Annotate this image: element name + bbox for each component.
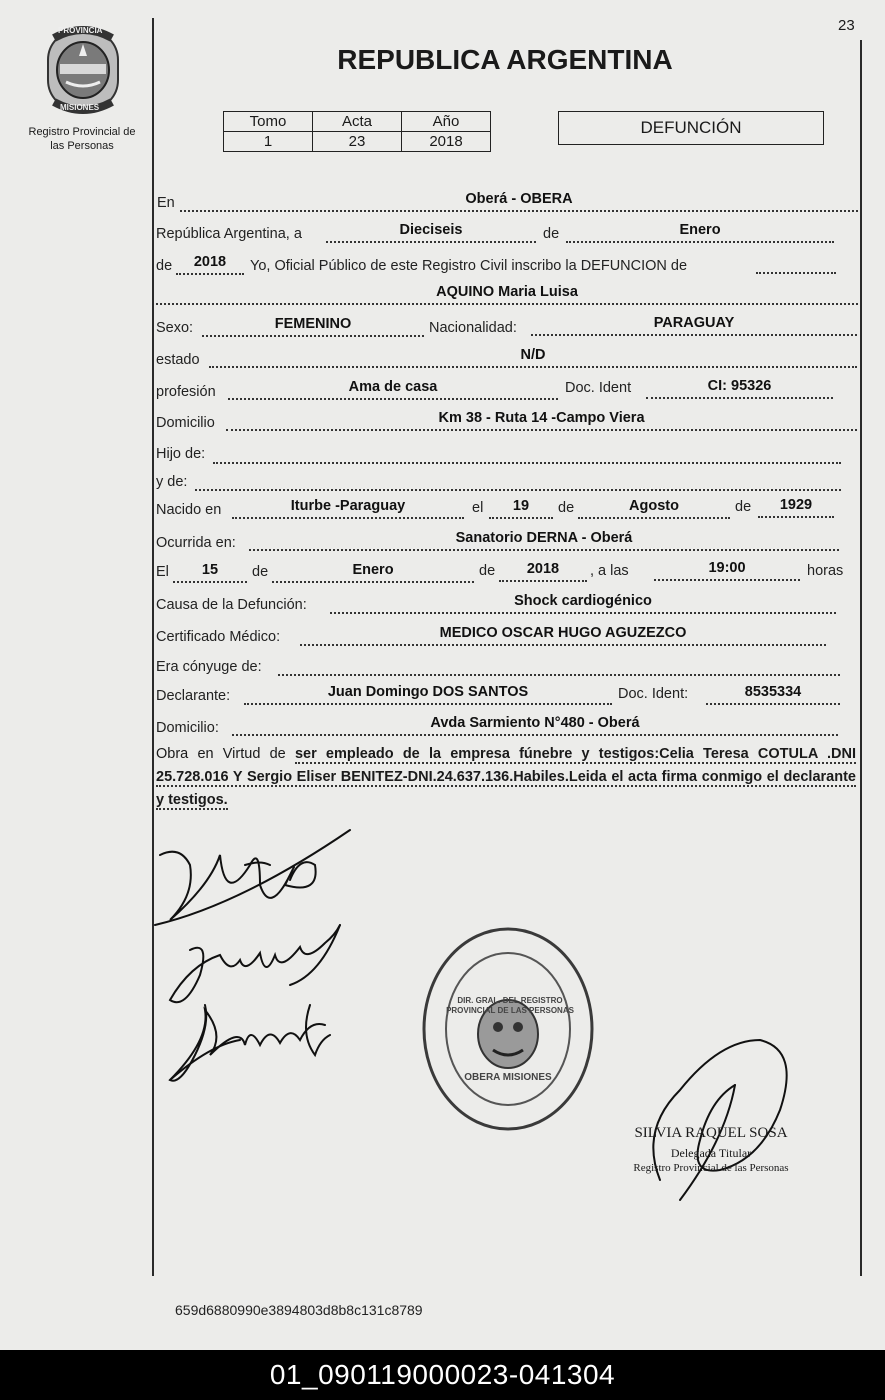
death-year-value: 2018 <box>499 560 587 582</box>
right-margin-rule <box>860 40 862 1276</box>
birth-day-value: 19 <box>489 497 553 519</box>
month-value: Enero <box>566 221 834 243</box>
page-number: 23 <box>838 17 855 34</box>
label-el-cap: El <box>156 564 169 580</box>
acta-value: 23 <box>313 132 402 152</box>
label-republica: República Argentina, a <box>156 226 302 242</box>
label-en: En <box>157 195 175 211</box>
declarant-doc-value: 8535334 <box>706 683 840 705</box>
label-domicilio-2: Domicilio: <box>156 720 219 736</box>
label-yo: Yo, Oficial Público de este Registro Civil inscribo la DEFUNCION de <box>250 258 688 274</box>
registry-table <box>223 111 491 152</box>
birth-month-value: Agosto <box>578 497 730 519</box>
label-hijo-de: Hijo de: <box>156 446 206 462</box>
address-value: Km 38 - Ruta 14 -Campo Viera <box>226 409 857 431</box>
label-de-5: de <box>252 564 269 580</box>
label-doc-ident-2: Doc. Ident: <box>618 686 689 702</box>
act-type-box: DEFUNCIÓN <box>558 111 824 145</box>
document-value: CI: 95326 <box>646 377 833 399</box>
seal-text: DIR. GRAL. DEL REGISTRO PROVINCIAL DE LAS PERSONAS <box>446 996 574 1015</box>
label-profesion: profesión <box>156 384 216 400</box>
label-ocurrida-en: Ocurrida en: <box>156 535 236 551</box>
acta-header: Acta <box>313 112 402 132</box>
label-el: el <box>472 500 484 516</box>
label-de-6: de <box>479 563 496 579</box>
deceased-name: AQUINO Maria Luisa <box>156 283 858 305</box>
label-de-4: de <box>735 499 752 515</box>
label-sexo: Sexo: <box>156 320 194 336</box>
registry-label: Registro Provincial de las Personas <box>28 126 136 152</box>
certificate-value: MEDICO OSCAR HUGO AGUZEZCO <box>300 624 826 646</box>
tomo-value: 1 <box>224 132 313 152</box>
profession-value: Ama de casa <box>228 378 558 400</box>
anio-value: 2018 <box>402 132 491 152</box>
tomo-header: Tomo <box>224 112 313 132</box>
label-nacido-en: Nacido en <box>156 502 222 518</box>
father-field <box>213 444 841 464</box>
label-declarante: Declarante: <box>156 688 231 704</box>
document-title: REPUBLICA ARGENTINA <box>337 44 673 75</box>
mother-field <box>195 471 841 491</box>
logo-top-text: PROVINCIA <box>58 26 103 35</box>
official-name: SILVIA RAQUEL SOSA <box>634 1125 788 1141</box>
official-seal-icon <box>418 922 598 1137</box>
official-signature-icon <box>640 1030 805 1205</box>
declarant-value: Juan Domingo DOS SANTOS <box>244 683 612 705</box>
obra-paragraph <box>156 743 856 812</box>
anio-header: Año <box>402 112 491 132</box>
official-title: Delegada Titular <box>670 1146 752 1160</box>
obra-text: ser empleado de la empresa fúnebre y testigos:Celia Teresa COTULA .DNI 25.728.016 Y Sergio Eliser BENITEZ-DNI.24.637.136.Habiles.Leida el acta firma conmigo el declarante y testigos. <box>156 746 856 808</box>
label-de-3: de <box>558 500 575 516</box>
birth-year-value: 1929 <box>758 496 834 518</box>
label-estado: estado <box>156 352 200 368</box>
label-y-de: y de: <box>156 474 188 490</box>
declarant-address-value: Avda Sarmiento N°480 - Oberá <box>232 714 838 736</box>
cause-value: Shock cardiogénico <box>330 592 836 614</box>
label-domicilio: Domicilio <box>156 415 215 431</box>
footer-id: 01_090119000023-041304 <box>0 1350 885 1400</box>
label-causa: Causa de la Defunción: <box>156 597 307 613</box>
label-de-2: de <box>156 258 173 274</box>
official-office: Registro Provincial de las Personas <box>633 1162 789 1174</box>
death-day-value: 15 <box>173 561 247 583</box>
label-obra: Obra en Virtud de <box>156 746 286 762</box>
label-a-las: , a las <box>590 563 629 579</box>
label-certificado: Certificado Médico: <box>156 629 281 645</box>
handwritten-signatures-icon <box>150 825 380 1090</box>
birthplace-value: Iturbe -Paraguay <box>232 497 464 519</box>
place-value: Oberá - OBERA <box>180 190 858 212</box>
death-month-value: Enero <box>272 561 474 583</box>
label-nacionalidad: Nacionalidad: <box>429 320 517 336</box>
day-value: Dieciseis <box>326 221 536 243</box>
logo-bottom-text: MISIONES <box>60 103 100 112</box>
spouse-field <box>278 656 840 676</box>
civil-state-value: N/D <box>209 346 857 368</box>
sex-value: FEMENINO <box>202 315 424 337</box>
death-time-value: 19:00 <box>654 559 800 581</box>
death-place-value: Sanatorio DERNA - Oberá <box>249 529 839 551</box>
label-conyuge: Era cónyuge de: <box>156 659 262 675</box>
label-de-1: de <box>543 226 560 242</box>
nationality-value: PARAGUAY <box>531 314 857 336</box>
year-value: 2018 <box>176 253 244 275</box>
dots-after-yo <box>756 254 836 274</box>
label-doc-ident: Doc. Ident <box>565 380 632 396</box>
document-hash: 659d6880990e3894803d8b8c131c8789 <box>175 1302 423 1318</box>
seal-bottom-text: OBERA MISIONES <box>464 1072 552 1083</box>
label-horas: horas <box>807 563 844 579</box>
